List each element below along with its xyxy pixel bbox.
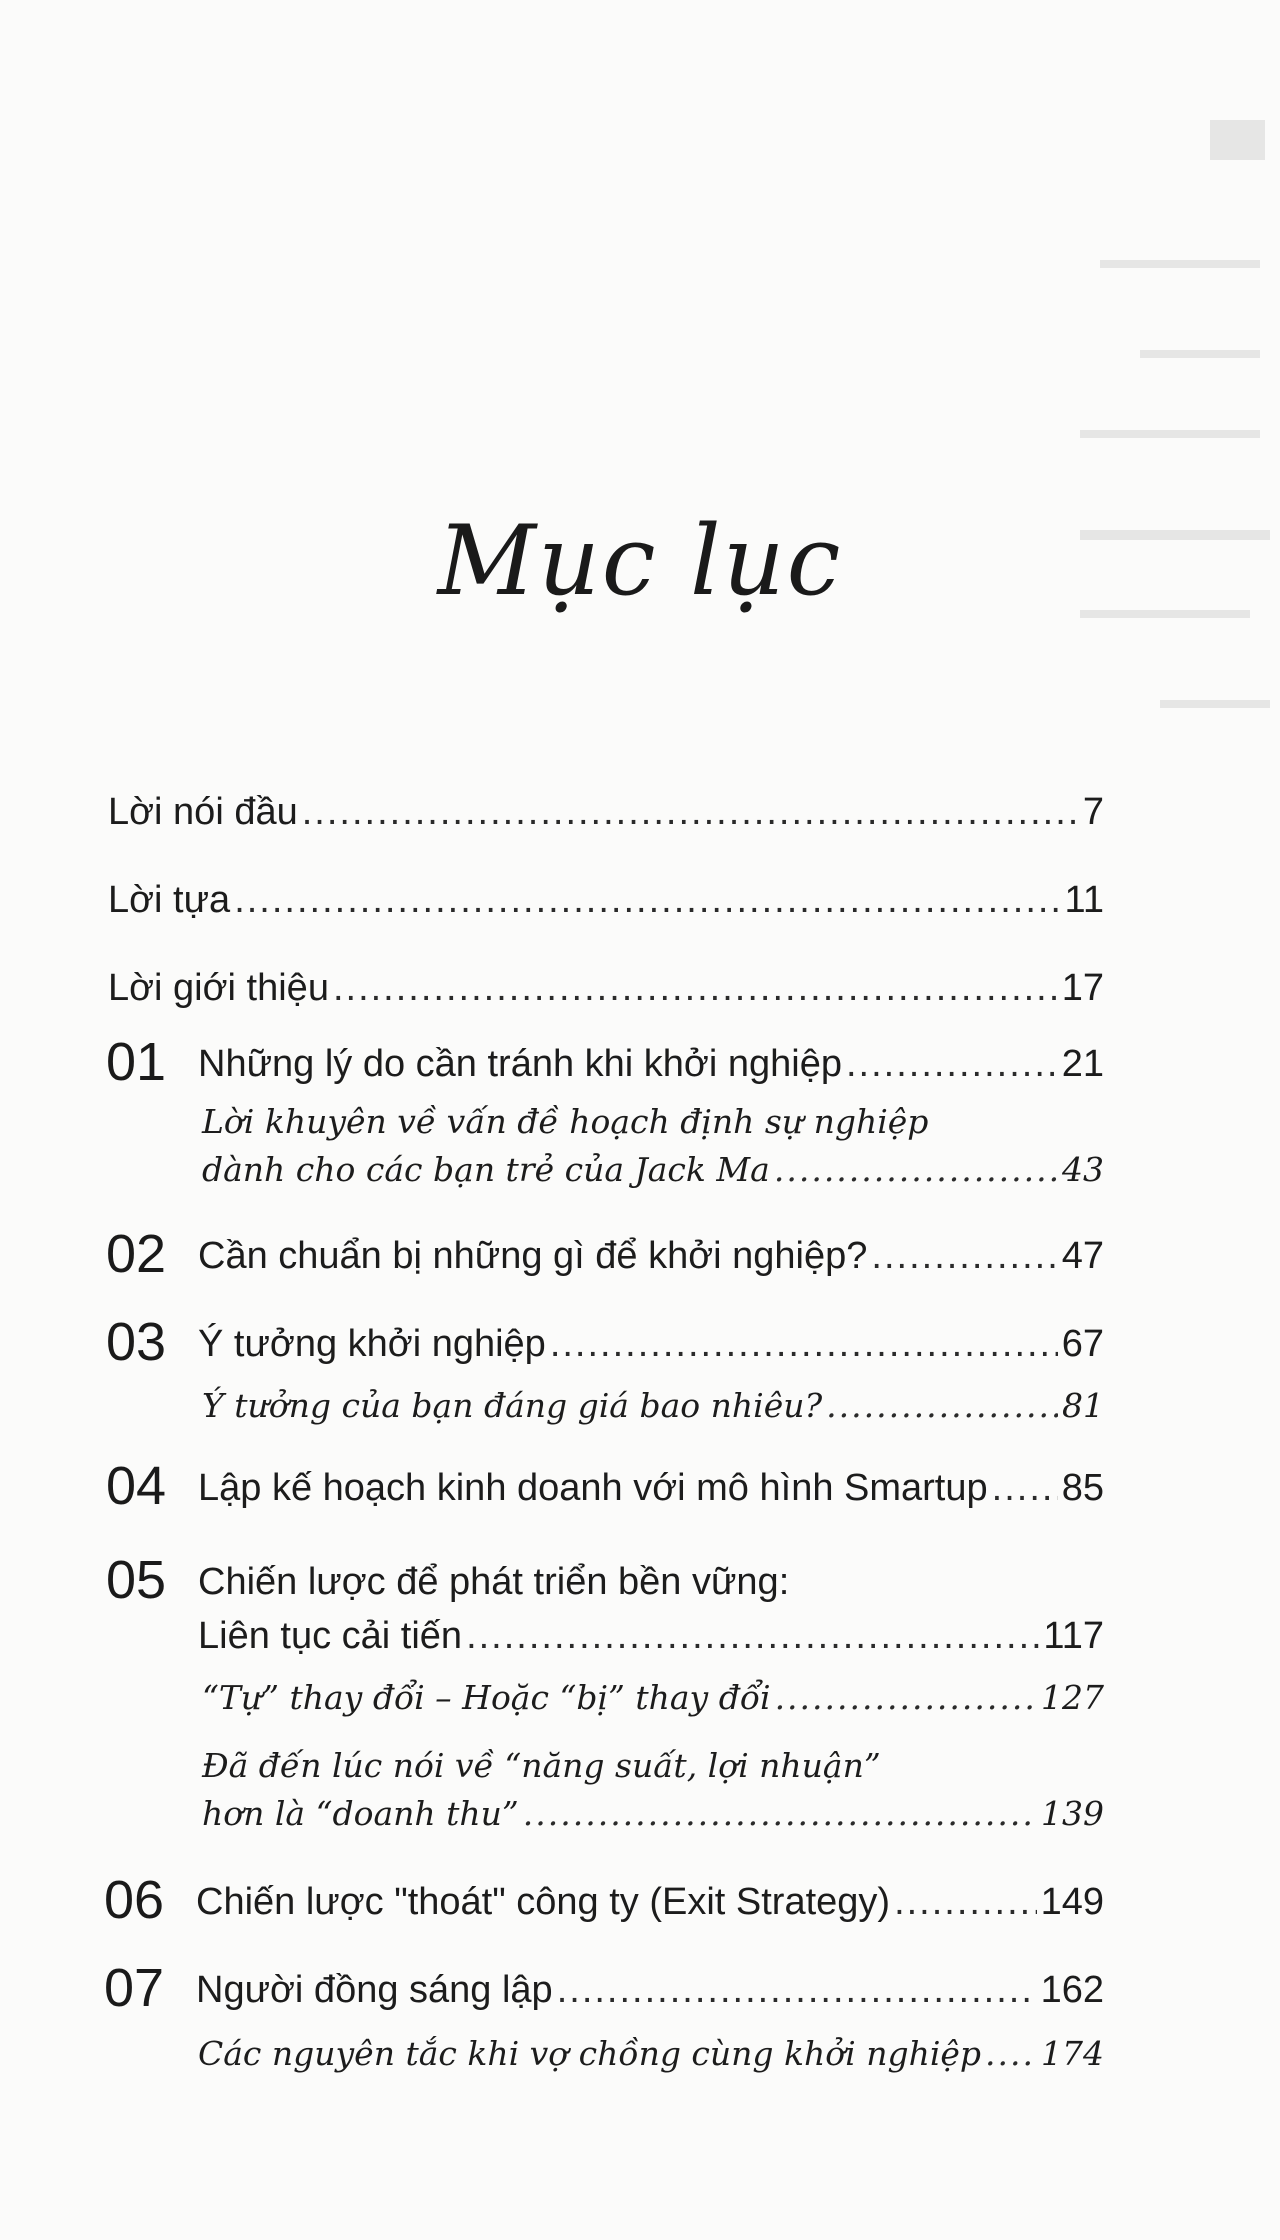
dot-leader <box>234 878 1060 922</box>
toc-entry-label: Cần chuẩn bị những gì để khởi nghiệp? <box>198 1235 868 1277</box>
toc-entry-label: dành cho các bạn trẻ của Jack Ma <box>202 1150 770 1189</box>
chapter-number: 04 <box>106 1456 167 1516</box>
toc-entry-chapter-02[interactable] <box>198 1234 1104 1278</box>
toc-subentry-jack-ma[interactable] <box>202 1148 1104 1192</box>
toc-entry-page: 11 <box>1064 879 1104 921</box>
dot-leader <box>550 1322 1058 1366</box>
toc-entry-page: 174 <box>1041 2034 1104 2073</box>
toc-entry-label: Người đồng sáng lập <box>196 1969 553 2011</box>
dot-leader <box>774 1148 1058 1192</box>
toc-entry-page: 139 <box>1041 1794 1104 1833</box>
toc-entry-label: Các nguyên tắc khi vợ chồng cùng khởi nghiệp <box>198 2034 982 2073</box>
toc-entry-label: Lời nói đầu <box>108 791 298 833</box>
chapter-number: 02 <box>106 1224 167 1284</box>
toc-entry-page: 162 <box>1040 1969 1104 2011</box>
toc-entry-label: Lời giới thiệu <box>108 967 329 1009</box>
dot-leader <box>894 1880 1037 1924</box>
dot-leader <box>302 790 1079 834</box>
toc-entry-chapter-04[interactable] <box>198 1466 1104 1510</box>
toc-entry-label: Liên tục cải tiến <box>198 1615 463 1657</box>
toc-entry-title-line[interactable]: Chiến lược để phát triển bền vững: <box>198 1561 790 1603</box>
chapter-number: 06 <box>104 1870 165 1930</box>
toc-entry-chapter-05[interactable] <box>198 1614 1104 1658</box>
toc-entry-chapter-01[interactable] <box>198 1042 1104 1086</box>
dot-leader <box>466 1614 1039 1658</box>
toc-entry-label: Lập kế hoạch kinh doanh với mô hình Smartup <box>198 1467 988 1509</box>
toc-entry-chapter-06[interactable] <box>196 1880 1104 1924</box>
toc-entry-label: Ý tưởng khởi nghiệp <box>198 1323 546 1365</box>
toc-entry-page: 21 <box>1061 1043 1104 1085</box>
toc-subentry-couples[interactable] <box>198 2032 1104 2076</box>
toc-subentry-idea-value[interactable] <box>202 1384 1104 1428</box>
toc-entry-page: 17 <box>1061 967 1104 1009</box>
dot-leader <box>523 1792 1037 1836</box>
chapter-number: 03 <box>106 1312 167 1372</box>
toc-subentry-change[interactable] <box>202 1676 1104 1720</box>
dot-leader <box>985 2032 1037 2076</box>
toc-entry-foreword[interactable] <box>108 878 1104 922</box>
toc-entry-label: Chiến lược "thoát" công ty (Exit Strategy) <box>196 1881 891 1923</box>
toc-entry-label: Những lý do cần tránh khi khởi nghiệp <box>198 1043 842 1085</box>
toc-entry-label: “Tự” thay đổi – Hoặc “bị” thay đổi <box>202 1678 771 1717</box>
toc-entry-page: 149 <box>1040 1881 1104 1923</box>
toc-entry-page: 85 <box>1061 1467 1104 1509</box>
toc-entry-page: 47 <box>1061 1235 1104 1277</box>
toc-entry-label: hơn là “doanh thu” <box>202 1794 519 1833</box>
toc-subentry-productivity[interactable] <box>202 1792 1104 1836</box>
toc-entry-page: 7 <box>1082 791 1104 833</box>
chapter-number: 05 <box>106 1550 167 1610</box>
page-title: Mục lục <box>437 505 843 617</box>
chapter-number: 01 <box>106 1032 167 1092</box>
toc-entry-chapter-03[interactable] <box>198 1322 1104 1366</box>
dot-leader <box>871 1234 1057 1278</box>
dot-leader <box>333 966 1058 1010</box>
toc-entry-introduction[interactable] <box>108 966 1104 1010</box>
dot-leader <box>775 1676 1037 1720</box>
toc-entry-label: Ý tưởng của bạn đáng giá bao nhiêu? <box>202 1386 823 1425</box>
toc-entry-preface[interactable] <box>108 790 1104 834</box>
toc-entry-page: 81 <box>1062 1386 1104 1425</box>
dot-leader <box>846 1042 1058 1086</box>
toc-entry-page: 127 <box>1041 1678 1104 1717</box>
toc-subentry-line[interactable]: Lời khuyên về vấn đề hoạch định sự nghiệp <box>202 1102 929 1141</box>
chapter-number: 07 <box>104 1958 165 2018</box>
dot-leader <box>557 1968 1037 2012</box>
toc-entry-page: 67 <box>1061 1323 1104 1365</box>
toc-entry-page: 43 <box>1062 1150 1104 1189</box>
toc-entry-page: 117 <box>1043 1615 1104 1657</box>
dot-leader <box>826 1384 1058 1428</box>
toc-entry-chapter-07[interactable] <box>196 1968 1104 2012</box>
toc-subentry-line[interactable]: Đã đến lúc nói về “năng suất, lợi nhuận” <box>202 1746 881 1785</box>
toc-entry-label: Lời tựa <box>108 879 231 921</box>
dot-leader <box>992 1466 1058 1510</box>
